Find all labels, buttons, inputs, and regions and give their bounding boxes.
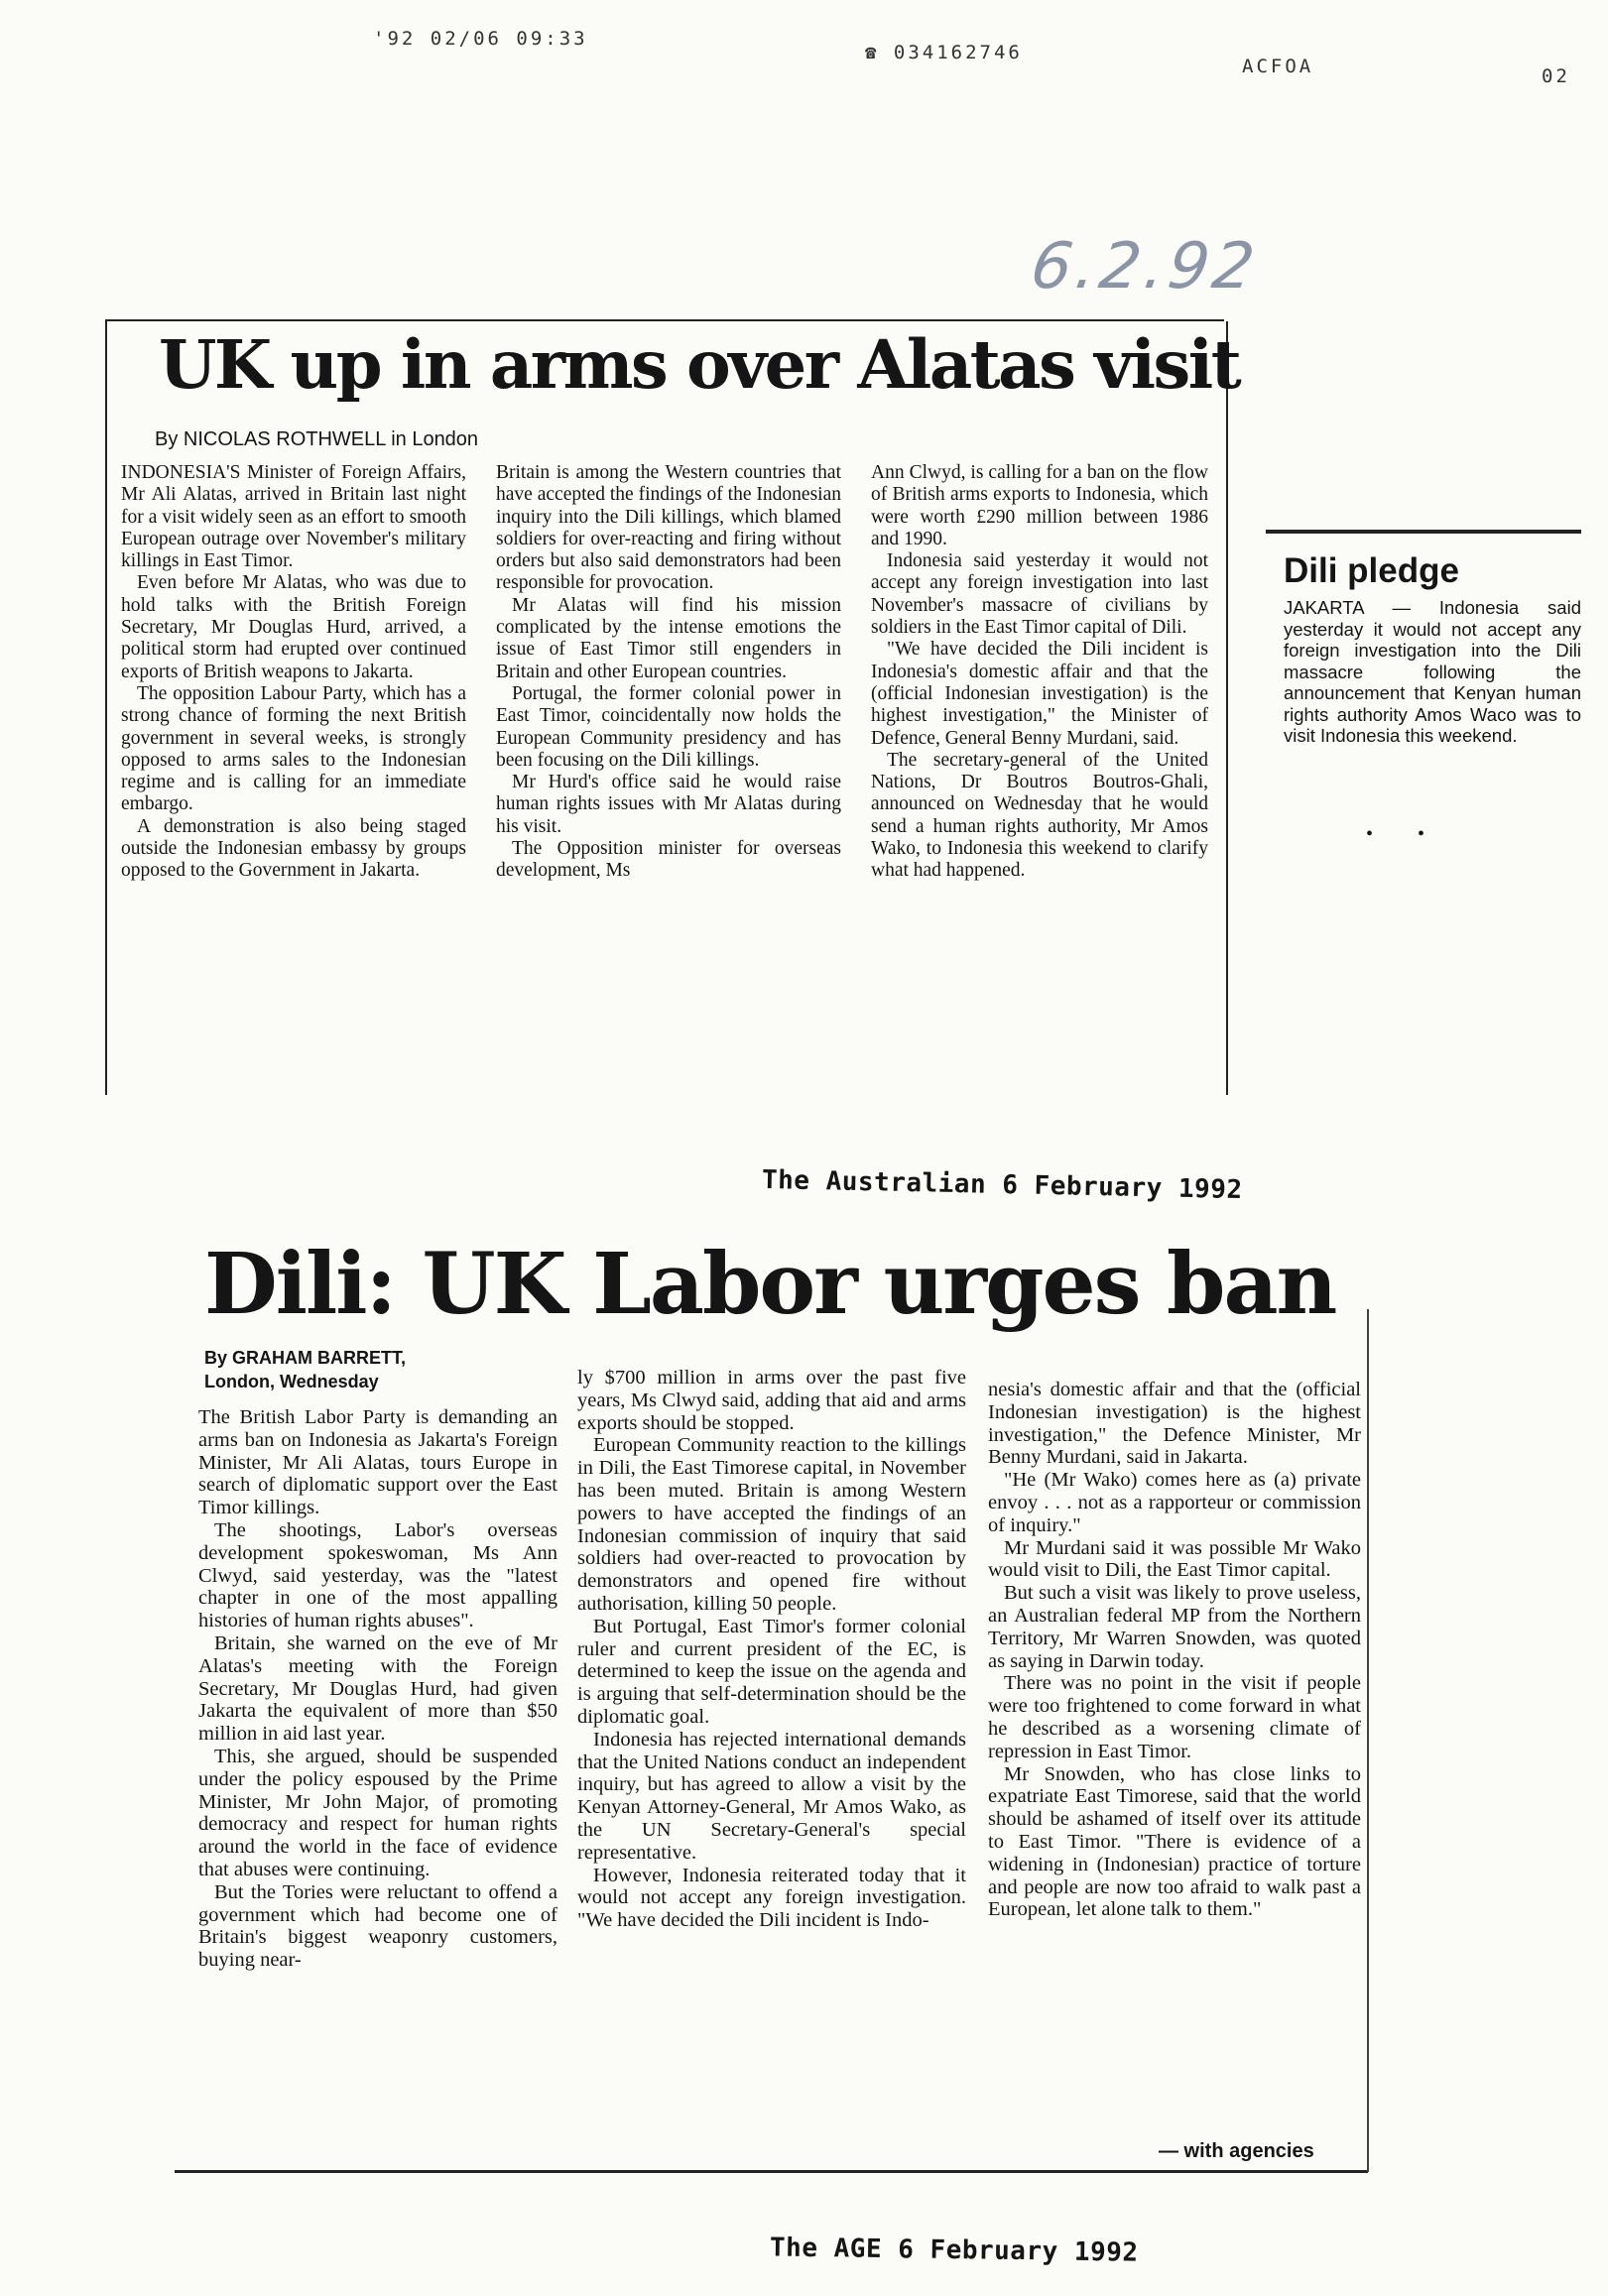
source-label-australian: The Australian 6 February 1992 (761, 1164, 1243, 1206)
paragraph: This, she argued, should be suspended under the policy espoused by the Prime Minister, Mr John Major, of promoting democracy and respect for human rights around the world in the face of evidence that abuses were continuing. (198, 1745, 557, 1880)
article2-byline-place: London, Wednesday (204, 1372, 379, 1391)
sidebar-title: Dili pledge (1284, 551, 1459, 590)
paragraph: Britain, she warned on the eve of Mr Alatas's meeting with the Foreign Secretary, Mr Douglas Hurd, had given Jakarta the equivalent of more than $50 million in aid last year. (198, 1631, 557, 1746)
article2-column-2 (577, 1367, 966, 1932)
clipping-bottom-rule (175, 2170, 1368, 2173)
paragraph: Indonesia has rejected international demands that the United Nations conduct an independent inquiry, but has agreed to allow a visit by the Kenyan Attorney-General, Mr Amos Wako, as the UN Secretary-General's special representative. (577, 1728, 966, 1864)
paragraph: Mr Snowden, who has close links to expatriate East Timorese, said that the world should be ashamed of itself over its attitude to East Timor. "There is evidence of a widening in (Indonesian) practice of torture and people are now too afraid to walk past a European, let alone talk to them." (988, 1762, 1361, 1921)
paragraph: "He (Mr Wako) comes here as (a) private envoy . . . not as a rapporteur or commission of inquiry." (988, 1469, 1361, 1536)
clipping-the-australian (105, 319, 1240, 1095)
sidebar-text: JAKARTA — Indonesia said yesterday it would not accept any foreign investigation into the Dili massacre following the announcement that Kenyan human rights authority Amos Waco was to visit Indonesia this weekend. (1284, 597, 1581, 746)
fax-phone: ☎ 034162746 (865, 42, 1023, 63)
paragraph: INDONESIA'S Minister of Foreign Affairs, Mr Ali Alatas, arrived in Britain last night for a visit widely seen as an effort to smooth European outrage over November's military killings in East Timor. (121, 462, 466, 572)
paragraph: Ann Clwyd, is calling for a ban on the flow of British arms exports to Indonesia, which were worth £290 million between 1986 and 1990. (871, 462, 1208, 549)
paragraph: Portugal, the former colonial power in East Timor, coincidentally now holds the European Community presidency and has been focusing on the Dili killings. (496, 682, 841, 771)
article2-byline-author: By GRAHAM BARRETT, (204, 1348, 407, 1368)
article2-column-3 (988, 1379, 1361, 1921)
paragraph: The secretary-general of the United Nations, Dr Boutros Boutros-Ghali, announced on Wednesday that he would send a human rights authority, Mr Amos Wako, to Indonesia this weekend to clarify what had happened. (871, 749, 1208, 882)
clipping-right-border (1367, 1309, 1369, 2172)
paragraph: Even before Mr Alatas, who was due to hold talks with the British Foreign Secretary, Mr Douglas Hurd, arrived, a political storm had erupted over continued exports of British weapons to Jakarta. (121, 572, 466, 682)
fax-page-number: 02 (1542, 65, 1570, 87)
paragraph: The shootings, Labor's overseas development spokeswoman, Ms Ann Clwyd, said yesterday, was the "latest chapter in one of the most appalling histories of human rights abuses". (198, 1518, 557, 1632)
article1-column-1 (121, 462, 466, 883)
fax-sender: ACFOA (1242, 56, 1314, 77)
paragraph: Britain is among the Western countries that have accepted the findings of the Indonesian inquiry into the Dili killings, which blamed soldiers for over-reacting and firing without orders but also said demonstrators had been responsible for provocation. (496, 462, 841, 594)
paragraph: But the Tories were reluctant to offend a government which had become one of Britain's biggest weaponry customers, buying near- (198, 1880, 557, 1972)
paragraph: But Portugal, East Timor's former colonial ruler and current president of the EC, is determined to keep the issue on the agenda and is arguing that self-determination should be the diplomatic goal. (577, 1615, 966, 1728)
paragraph: "We have decided the Dili incident is Indonesia's domestic affair and that the (official Indonesian investigation) is the highest investigation," the Minister of Defence, General Benny Murdani, said. (871, 639, 1208, 749)
article2-byline (204, 1346, 406, 1393)
paragraph: However, Indonesia reiterated today that it would not accept any foreign investigation. "We have decided the Dili incident is Indo- (577, 1864, 966, 1932)
article1-byline: By NICOLAS ROTHWELL in London (155, 428, 479, 450)
clipping-border (1226, 321, 1228, 1095)
paragraph: The opposition Labour Party, which has a strong chance of forming the next British government in several weeks, is strongly opposed to arms sales to the Indonesian regime and is calling for an immediate embargo. (121, 682, 466, 815)
paragraph: Mr Hurd's office said he would raise human rights issues with Mr Alatas during his visit. (496, 772, 841, 837)
paragraph: But such a visit was likely to prove useless, an Australian federal MP from the Northern Territory, Mr Warren Snowden, was quoted as saying in Darwin today. (988, 1582, 1361, 1672)
handwritten-date: 6.2.92 (1026, 230, 1263, 303)
article2-headline: Dili: UK Labor urges ban (204, 1235, 1336, 1334)
paragraph: The British Labor Party is demanding an arms ban on Indonesia as Jakarta's Foreign Minister, Mr Ali Alatas, tours Europe in search of diplomatic support over the East Timor killings. (198, 1406, 557, 1519)
article1-column-3 (871, 462, 1208, 883)
article2-sign-off: — with agencies (1159, 2140, 1314, 2162)
paragraph: The Opposition minister for overseas development, Ms (496, 838, 841, 882)
fax-datetime: '92 02/06 09:33 (373, 28, 588, 50)
paragraph: European Community reaction to the killings in Dili, the East Timorese capital, in November has been muted. Britain is among Western powers to have accepted the findings of an Indonesian commission of inquiry that said soldiers had over-reacted to provocation by demonstrators and opened fire without authorisation, killing 50 people. (577, 1434, 966, 1615)
paragraph: Mr Alatas will find his mission complicated by the intense emotions the issue of East Timor still engenders in Britain and other European countries. (496, 594, 841, 682)
paragraph: Mr Murdani said it was possible Mr Wako would visit to Dili, the East Timor capital. (988, 1536, 1361, 1582)
article1-headline: UK up in arms over Alatas visit (159, 325, 1240, 404)
sidebar-dili-pledge (1266, 530, 1581, 747)
sidebar-end-dots: • • (1366, 823, 1445, 845)
paragraph: A demonstration is also being staged outside the Indonesian embassy by groups opposed to the Government in Jakarta. (121, 815, 466, 882)
paragraph: Indonesia said yesterday it would not accept any foreign investigation into last November's massacre of civilians by soldiers in the East Timor capital of Dili. (871, 550, 1208, 639)
source-label-age: The AGE 6 February 1992 (769, 2233, 1139, 2268)
paragraph: There was no point in the visit if people were too frightened to come forward in what he described as a worsening climate of repression in East Timor. (988, 1672, 1361, 1762)
article2-column-1 (198, 1406, 557, 1972)
paragraph: ly $700 million in arms over the past five years, Ms Clwyd said, adding that aid and arms exports should be stopped. (577, 1367, 966, 1434)
article1-column-2 (496, 462, 841, 883)
paragraph: nesia's domestic affair and that the (official Indonesian investigation) is the highest investigation," the Defence Minister, Mr Benny Murdani, said in Jakarta. (988, 1379, 1361, 1469)
